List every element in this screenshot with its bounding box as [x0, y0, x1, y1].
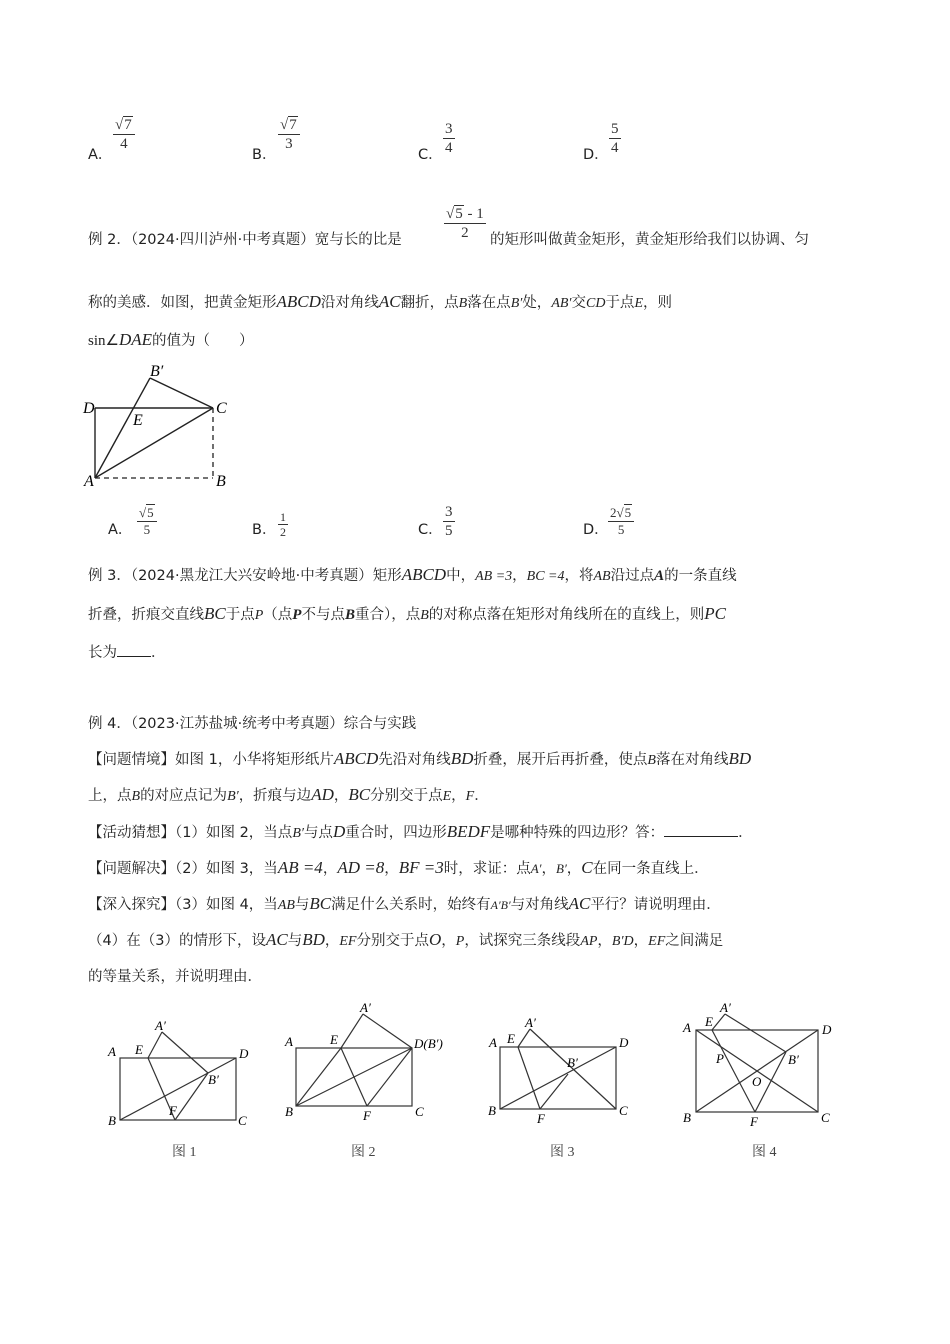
ex2-option-c-label[interactable]: C．	[418, 522, 443, 538]
label-e: E	[705, 1014, 713, 1029]
segment-a-prime-d	[363, 1014, 412, 1048]
label-a: A	[108, 1044, 116, 1059]
label-a: A	[683, 1020, 691, 1035]
ex4-line6: （4）在（3）的情形下，设AC与BD，EF分别交于点O，P，试探究三条线段AP，B′D，EF之间满足	[88, 930, 724, 949]
ex2-option-c-value: $\frac{3}{5}$	[445, 504, 453, 539]
label-b: B	[285, 1104, 293, 1119]
ex4-figure-2	[283, 1000, 463, 1130]
ex2-option-d-label[interactable]: D．	[583, 522, 609, 538]
label-d-b-prime: D(B′)	[414, 1036, 443, 1051]
label-a: A	[489, 1035, 497, 1050]
segment-b-prime-f	[175, 1073, 208, 1120]
label-a: A	[285, 1034, 293, 1049]
label-f: F	[169, 1103, 177, 1118]
ex2-line2: 称的美感．如图，把黄金矩形ABCD沿对角线AC翻折，点B落在点B′处，AB′交CD于点E，则	[88, 292, 672, 311]
ex2-line3: sin∠DAE的值为（ ）	[88, 330, 254, 349]
ex2-option-b-value: $\frac{1}{2}$	[280, 510, 286, 539]
q1-option-d-label[interactable]: D．	[583, 147, 609, 163]
label-b-prime: B′	[788, 1052, 799, 1067]
label-c: C	[238, 1113, 247, 1128]
label-c: C	[821, 1110, 830, 1125]
q1-option-b-label[interactable]: B．	[252, 147, 277, 163]
ex2-line1: 例 2．（2024·四川泸州·中考真题）宽与长的比是	[88, 232, 402, 248]
label-a-prime: A′	[360, 1000, 371, 1015]
ex3-line2: 折叠，折痕交直线BC于点P（点P不与点B重合），点B的对称点落在矩形对角线所在的直线上，则PC	[88, 604, 727, 623]
label-e: E	[330, 1032, 338, 1047]
label-a-prime: A′	[525, 1015, 536, 1030]
label-d: D	[83, 400, 95, 417]
label-d: D	[619, 1035, 629, 1050]
ex2-line1-suffix: 的矩形叫做黄金矩形，黄金矩形给我们以协调、匀	[490, 232, 809, 248]
diagonal-bd	[120, 1058, 236, 1120]
figure-2-caption: 图 2	[351, 1145, 376, 1160]
q1-option-c-label[interactable]: C．	[418, 147, 443, 163]
label-a-prime: A′	[155, 1018, 166, 1033]
label-b: B	[216, 473, 226, 490]
figure-3-caption: 图 3	[550, 1145, 575, 1160]
ex2-option-b-label[interactable]: B．	[252, 522, 277, 538]
fold-ef	[341, 1048, 367, 1106]
label-e: E	[507, 1031, 515, 1046]
label-d: D	[239, 1046, 249, 1061]
label-b-prime: B′	[150, 363, 164, 380]
label-c: C	[216, 400, 227, 417]
figure-1-caption: 图 1	[172, 1145, 197, 1160]
ex4-line2: 上，点B的对应点记为B′，折痕与边AD，BC分别交于点E，F．	[88, 785, 489, 804]
label-b-prime: B′	[567, 1055, 578, 1070]
ex2-option-a-value: $\frac{√5}{5}$	[137, 505, 157, 538]
diagonal-ac	[95, 408, 213, 478]
ex4-line5: 【深入探究】（3）如图 4，当AB与BC满足什么关系时，始终有A′B′与对角线AC平行？请说明理由．	[88, 894, 721, 913]
q1-option-c-value: $\frac{3}{4}$	[445, 121, 453, 156]
label-a-prime: A′	[720, 1000, 731, 1015]
ex4-line1: 【问题情境】如图 1，小华将矩形纸片ABCD先沿对角线BD折叠，展开后再折叠，使点B落在对角线BD	[88, 749, 752, 768]
segment-fd	[367, 1048, 412, 1106]
q1-option-b-value: $\frac{√7}{3}$	[278, 116, 300, 153]
label-c: C	[619, 1103, 628, 1118]
q1-option-d-value: $\frac{5}{4}$	[611, 121, 619, 156]
segment-a-prime-b-prime	[725, 1014, 786, 1052]
label-f: F	[750, 1114, 758, 1129]
label-a: A	[84, 473, 94, 490]
label-c: C	[415, 1104, 424, 1119]
segment-b-prime-f	[540, 1074, 568, 1109]
segment-a-prime-b-prime	[162, 1032, 208, 1073]
diagonal-bd	[500, 1047, 616, 1109]
label-b: B	[683, 1110, 691, 1125]
label-o: O	[752, 1074, 762, 1089]
ex4-line7: 的等量关系，并说明理由．	[88, 969, 262, 985]
fold-ef	[712, 1030, 755, 1112]
ex3-line3: 长为 ．	[88, 642, 166, 663]
ex2-figure	[80, 358, 240, 493]
ex4-figure-1	[100, 1010, 260, 1130]
label-f: F	[537, 1111, 545, 1126]
segment-ea-prime	[341, 1014, 363, 1048]
ex4-figure-4	[680, 1000, 840, 1130]
segment-ea-prime	[518, 1029, 530, 1047]
answer-blank[interactable]	[117, 642, 151, 657]
ex4-line4: 【问题解决】（2）如图 3，当AB =4，AD =8，BF =3时，求证：点A′，B′，C在同一条直线上．	[88, 858, 709, 877]
fold-ef	[518, 1047, 540, 1109]
segment-b-prime-c	[150, 378, 213, 408]
q1-option-a-value: $\frac{√7}{4}$	[113, 116, 135, 153]
label-e: E	[133, 412, 143, 429]
segment-ea-prime	[148, 1032, 162, 1058]
label-b: B	[108, 1113, 116, 1128]
label-b-prime: B′	[208, 1072, 219, 1087]
ex2-option-d-value: $\frac{2√5}{5}$	[608, 505, 634, 538]
ex4-line3: 【活动猜想】（1）如图 2，当点B′与点D重合时，四边形BEDF是哪种特殊的四边形？答： ．	[88, 822, 753, 841]
ex4-figure-3	[485, 1015, 635, 1130]
q1-option-a-label[interactable]: A．	[88, 147, 113, 163]
ex4-title: 例 4．（2023·江苏盐城·统考中考真题）综合与实践	[88, 716, 417, 732]
ex3-line1: 例 3．（2024·黑龙江大兴安岭地·中考真题）矩形ABCD中，AB =3，BC =4，将AB沿过点A的一条直线	[88, 565, 737, 584]
ex2-option-a-label[interactable]: A．	[108, 522, 133, 538]
label-b: B	[488, 1103, 496, 1118]
answer-blank[interactable]	[664, 822, 738, 837]
label-e: E	[135, 1042, 143, 1057]
label-f: F	[363, 1108, 371, 1123]
segment-be	[296, 1048, 341, 1106]
figure-4-caption: 图 4	[752, 1145, 777, 1160]
segment-ea-prime	[712, 1014, 725, 1030]
label-d: D	[822, 1022, 832, 1037]
ex2-golden-ratio-fraction: $\frac{√5 - 1}{2}$	[446, 206, 484, 241]
label-p: P	[716, 1051, 724, 1066]
